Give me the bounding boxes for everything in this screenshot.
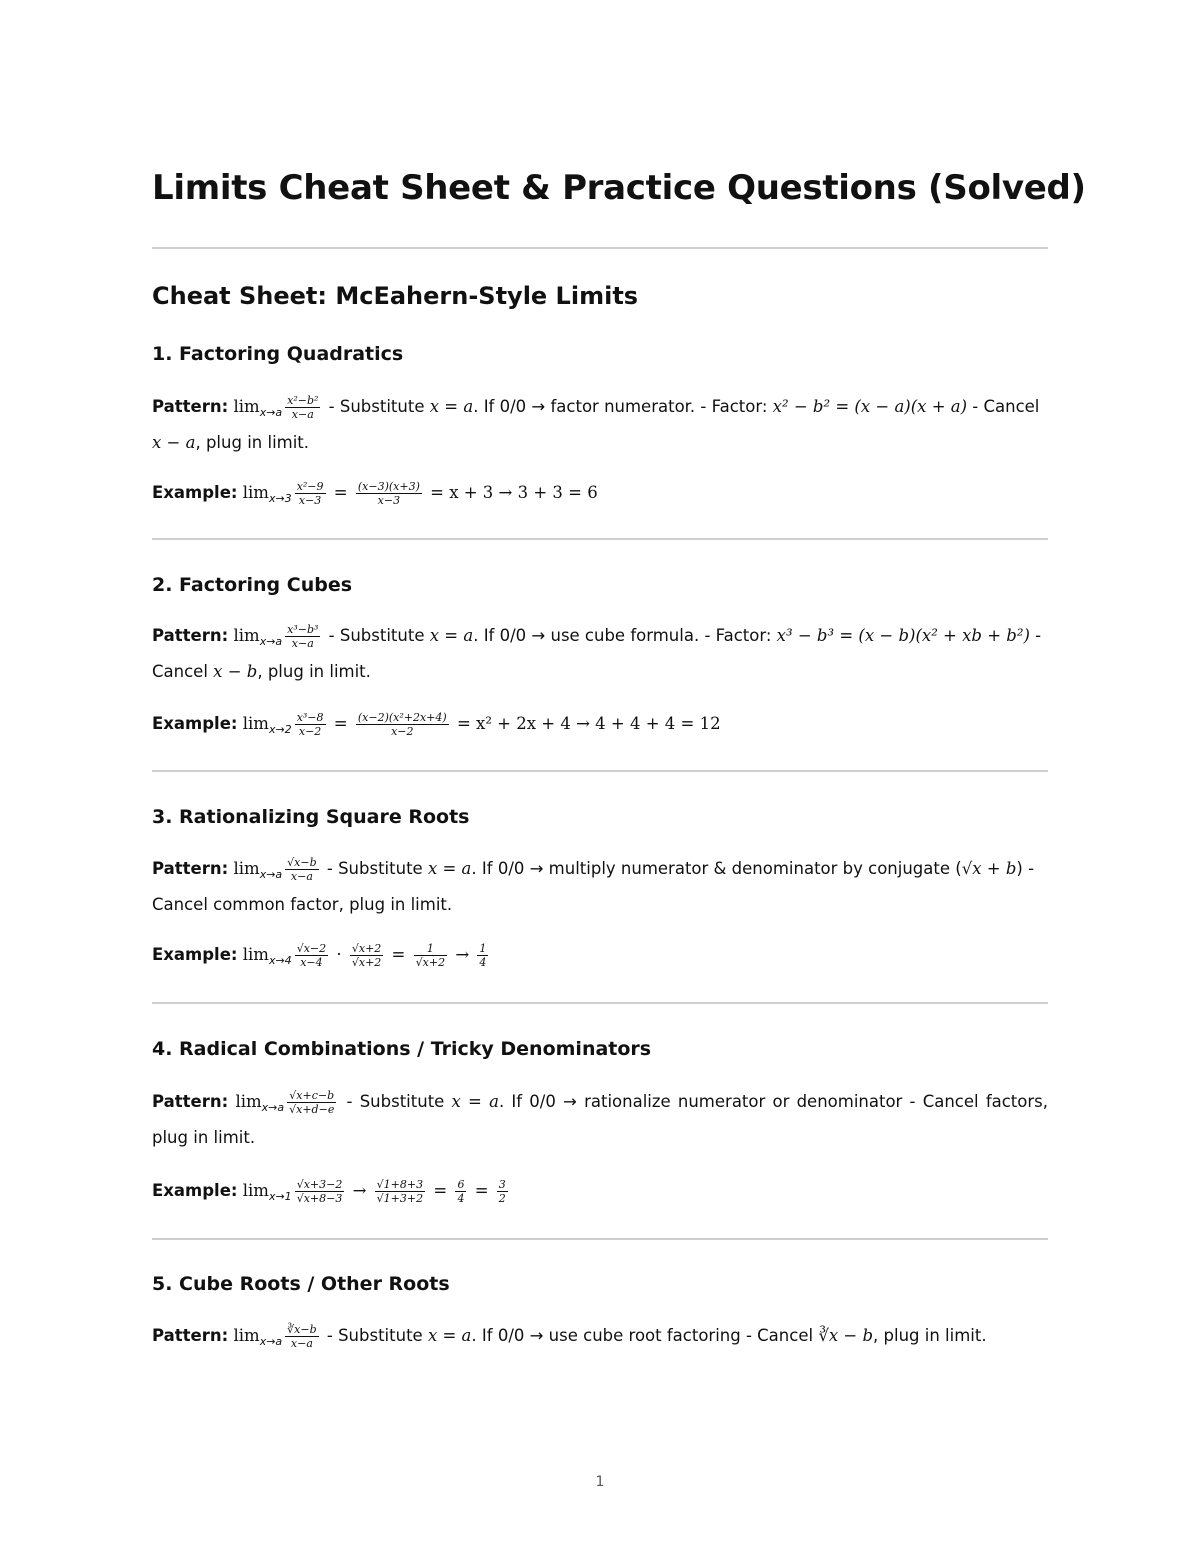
fraction: $\frac{\text{x²−9}}{x-3}$ bbox=[296, 480, 324, 507]
fraction: $\frac{(x-3)(x+3)}{x-3}$ bbox=[357, 480, 420, 507]
fraction: $\frac{1}{4}$ bbox=[479, 942, 487, 969]
example-label: Example: bbox=[152, 1181, 238, 1200]
page-number: 1 bbox=[595, 1474, 605, 1490]
section-3-heading: 3. Rationalizing Square Roots bbox=[152, 806, 470, 828]
fraction: $\frac{\text{x²−b²}}{x-a}$ bbox=[287, 394, 319, 421]
fraction: $\frac{1}{√x+2}$ bbox=[415, 942, 446, 969]
section-1-example: Example: $\lim_{x\to 3}$ $\frac{\text{x²−9}}{x-3}$ = $\frac{(x-3)(x+3)}{x-3}$ = x + 3 → 3 + 3 = 6 bbox=[152, 480, 598, 507]
fraction: $\frac{√1+8+3}{√1+3+2}$ bbox=[376, 1178, 424, 1205]
divider bbox=[152, 247, 1048, 249]
fraction: $\frac{6}{4}$ bbox=[457, 1178, 465, 1205]
fraction: $\frac{√x-b}{x-a}$ bbox=[287, 856, 317, 883]
example-label: Example: bbox=[152, 714, 238, 733]
section-5-pattern: Pattern: $\lim_{x\to a}$ $\frac{∛x-b}{x-a}$ - Substitute x = a. If 0/0 → use cube root factoring - Cancel ∛x − b, plug in limit. bbox=[152, 1323, 987, 1350]
fraction: $\frac{3}{2}$ bbox=[498, 1178, 506, 1205]
fraction: $\frac{√x+2}{√x+2}$ bbox=[351, 942, 382, 969]
pattern-label: Pattern: bbox=[152, 1092, 229, 1111]
section-2-heading: 2. Factoring Cubes bbox=[152, 574, 353, 596]
pattern-label: Pattern: bbox=[152, 626, 229, 645]
pattern-label: Pattern: bbox=[152, 397, 229, 416]
section-3-example: Example: $\lim_{x\to 4}$ $\frac{√x-2}{x-4}$ · $\frac{√x+2}{√x+2}$ = $\frac{1}{√x+2}$ → $\frac{1}{4}$ bbox=[152, 942, 487, 969]
fraction: $\frac{\text{x³−8}}{x-2}$ bbox=[296, 711, 324, 738]
fraction: $\frac{∛x-b}{x-a}$ bbox=[287, 1323, 317, 1350]
divider bbox=[152, 1002, 1048, 1004]
section-4-heading: 4. Radical Combinations / Tricky Denominators bbox=[152, 1038, 652, 1060]
fraction: $\frac{\text{(x−2)(x²+2x+4)}}{x-2}$ bbox=[357, 711, 447, 738]
cheat-sheet-heading: Cheat Sheet: McEahern-Style Limits bbox=[152, 282, 639, 310]
divider bbox=[152, 1238, 1048, 1240]
section-5-heading: 5. Cube Roots / Other Roots bbox=[152, 1273, 450, 1295]
fraction: $\frac{√x+3-2}{√x+8-3}$ bbox=[296, 1178, 343, 1205]
divider bbox=[152, 538, 1048, 540]
example-label: Example: bbox=[152, 945, 238, 964]
section-1-heading: 1. Factoring Quadratics bbox=[152, 343, 404, 365]
document-title: Limits Cheat Sheet & Practice Questions (Solved) bbox=[152, 168, 1086, 208]
section-2-example: Example: $\lim_{x\to 2}$ $\frac{\text{x³−8}}{x-2}$ = $\frac{\text{(x−2)(x²+2x+4)}}{x-2}$ = x² + 2x + 4 → 4 + 4 + 4 = 12 bbox=[152, 711, 721, 738]
pattern-label: Pattern: bbox=[152, 859, 229, 878]
fraction: $\frac{√x+c-b}{√x+d-e}$ bbox=[289, 1089, 335, 1116]
section-4-example: Example: $\lim_{x\to 1}$ $\frac{√x+3-2}{√x+8-3}$ → $\frac{√1+8+3}{√1+3+2}$ = $\frac{6}{4}$ = $\frac{3}{2}$ bbox=[152, 1178, 506, 1205]
section-1-pattern: Pattern: $\lim_{x\to a}$ $\frac{\text{x²−b²}}{x-a}$ - Substitute x = a. If 0/0 → factor numerator. - Factor: x² − b² = (x − a)(x + a) - Cancel x − a, plug in limit. bbox=[152, 394, 1040, 452]
section-2-pattern: Pattern: $\lim_{x\to a}$ $\frac{\text{x³−b³}}{x-a}$ - Substitute x = a. If 0/0 → use cube formula. - Factor: x³ − b³ = (x − b)(x² + xb + b²) - Cancel x − b, plug in limit. bbox=[152, 623, 1042, 681]
section-3-pattern: Pattern: $\lim_{x\to a}$ $\frac{√x-b}{x-a}$ - Substitute x = a. If 0/0 → multiply numerator & denominator by conjugate (√x + b) - Cancel common factor, plug in limit. bbox=[152, 856, 1035, 914]
fraction: $\frac{\text{x³−b³}}{x-a}$ bbox=[287, 623, 319, 650]
example-label: Example: bbox=[152, 483, 238, 502]
fraction: $\frac{√x-2}{x-4}$ bbox=[296, 942, 327, 969]
section-4-pattern: Pattern: $\lim_{x\to a}$ $\frac{√x+c-b}{√x+d-e}$ - Substitute x = a. If 0/0 → rationalize numerator or denominator - Cancel factors, plug in limit. bbox=[152, 1089, 1049, 1147]
pattern-label: Pattern: bbox=[152, 1326, 229, 1345]
divider bbox=[152, 770, 1048, 772]
